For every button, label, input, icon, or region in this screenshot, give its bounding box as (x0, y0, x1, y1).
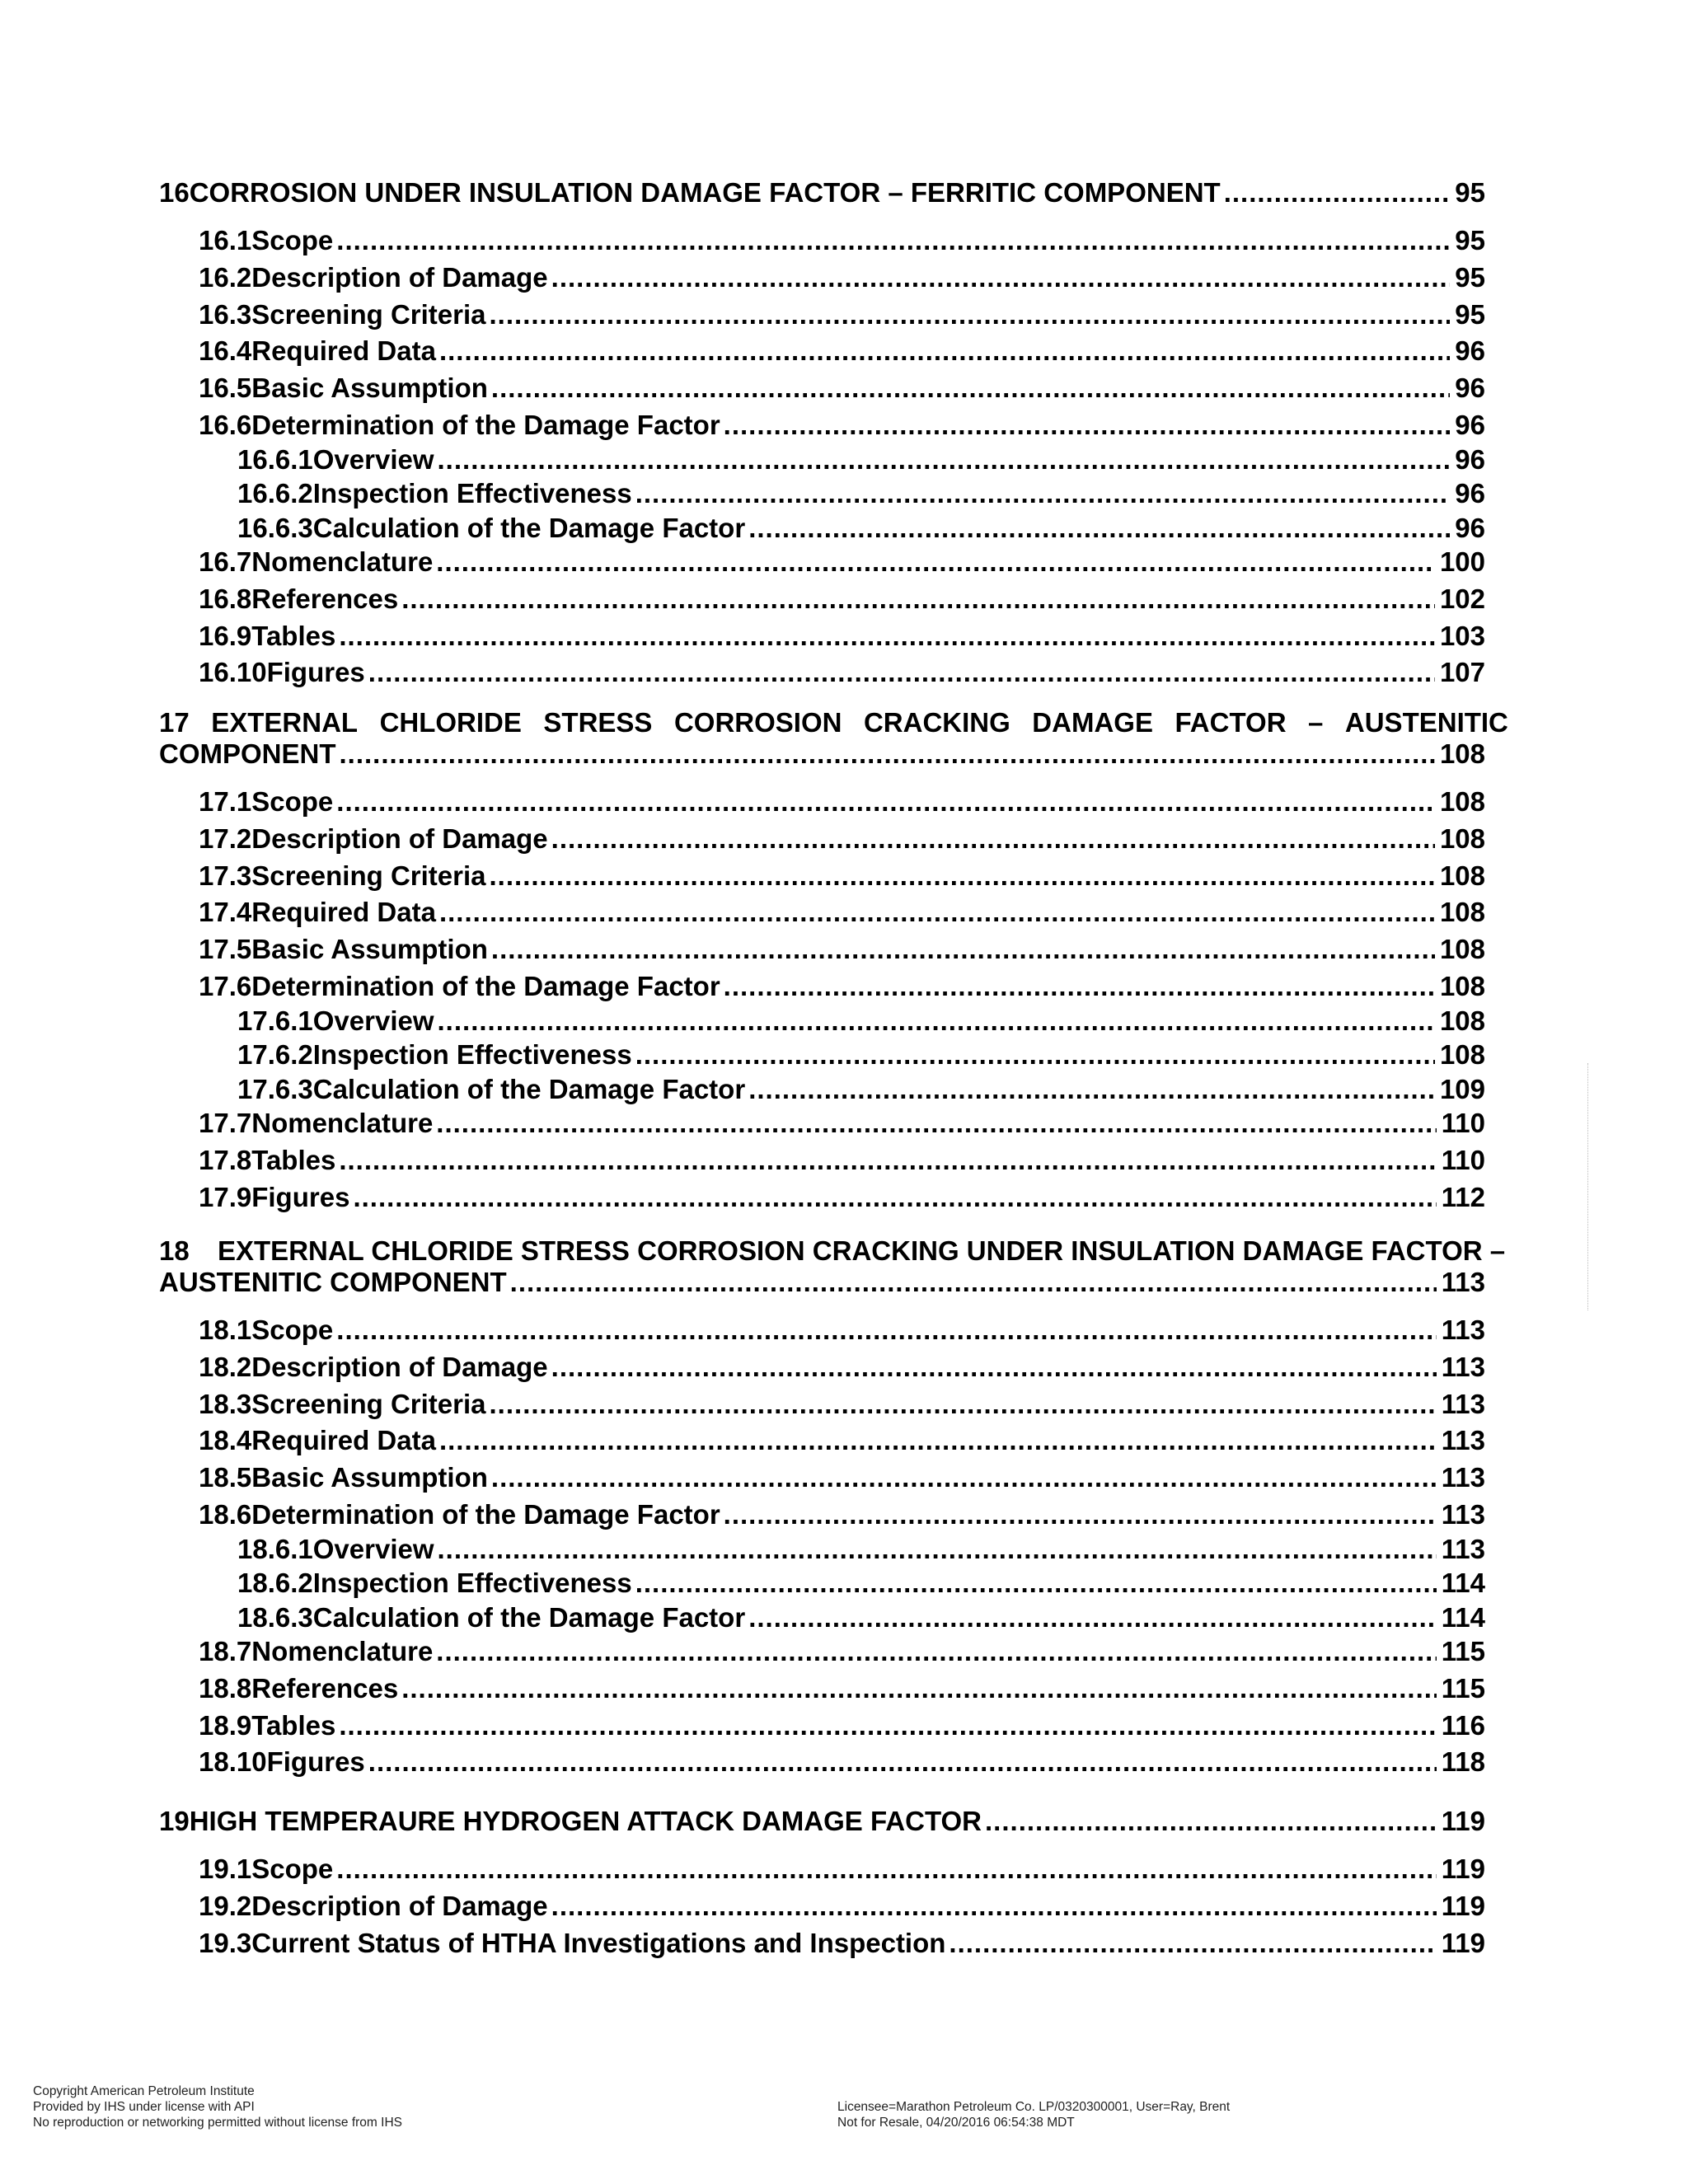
dot-leader (401, 1672, 1437, 1705)
entry-page: 96 (1455, 478, 1485, 509)
entry-page: 108 (1439, 823, 1485, 854)
dot-leader (339, 620, 1435, 653)
entry-title: Screening Criteria (251, 860, 486, 891)
dot-leader (724, 409, 1451, 442)
heading-word: AUSTENITIC (1344, 707, 1508, 738)
dot-leader (439, 1424, 1437, 1457)
dot-leader (551, 823, 1435, 855)
entry-page: 103 (1439, 620, 1485, 651)
dot-leader (1224, 176, 1451, 209)
entry-title: Scope (251, 1315, 334, 1345)
dot-leader (510, 1266, 1437, 1299)
toc-subsubsection-entry (237, 512, 1485, 545)
entry-title: Inspection Effectiveness (312, 1039, 632, 1070)
entry-number: 17.3 (199, 860, 252, 891)
toc-section-entry (199, 860, 1485, 893)
toc-section-entry (199, 1709, 1485, 1742)
entry-title: Basic Assumption (251, 1462, 488, 1493)
toc-section-entry (199, 335, 1485, 368)
entry-number: 18.6 (199, 1499, 252, 1530)
dot-leader (635, 1038, 1435, 1071)
toc-section-entry (199, 1144, 1485, 1177)
toc-section-entry (199, 1424, 1485, 1457)
entry-number: 18.7 (199, 1636, 252, 1666)
entry-title: Figures (266, 657, 365, 688)
toc-section-entry (199, 785, 1485, 818)
entry-title: Description of Damage (251, 1351, 548, 1382)
entry-page: 96 (1455, 410, 1485, 440)
toc-section-entry (199, 620, 1485, 653)
dot-leader (339, 1144, 1436, 1177)
entry-page: 113 (1441, 1351, 1485, 1382)
entry-page: 112 (1441, 1181, 1485, 1212)
entry-title: Determination of the Damage Factor (251, 1499, 720, 1530)
dot-leader (353, 1181, 1436, 1214)
entry-page: 113 (1441, 1462, 1485, 1493)
dot-leader (491, 933, 1435, 966)
entry-page: 95 (1455, 261, 1485, 293)
entry-title: Tables (251, 1144, 336, 1175)
dot-leader (436, 1635, 1436, 1668)
entry-number: 18 (159, 1235, 190, 1266)
toc-chapter-19 (159, 1805, 1485, 1838)
dot-leader (748, 1073, 1435, 1106)
entry-page: 96 (1455, 443, 1485, 475)
toc-chapter-18-line1 (159, 1235, 1505, 1268)
entry-page: 113 (1441, 1533, 1485, 1564)
toc-section-entry (199, 933, 1485, 966)
entry-number: 16.4 (199, 335, 252, 367)
toc-section-entry (199, 970, 1485, 1003)
toc-section-entry (199, 1635, 1485, 1668)
entry-number: 17.6 (199, 971, 252, 1001)
toc-subsubsection-entry (237, 1601, 1485, 1634)
entry-page: 108 (1439, 786, 1485, 817)
entry-title: Calculation of the Damage Factor (312, 512, 746, 543)
entry-page: 115 (1441, 1672, 1485, 1704)
heading-word: – (1308, 707, 1324, 738)
entry-page: 102 (1439, 583, 1485, 614)
entry-title: Overview (312, 443, 434, 475)
entry-number: 17.8 (199, 1144, 252, 1175)
entry-number: 16.7 (199, 546, 252, 577)
toc-section-entry (199, 1461, 1485, 1494)
toc-subsubsection-entry (237, 1567, 1485, 1600)
toc-section-entry (199, 298, 1485, 331)
entry-number: 18.4 (199, 1425, 252, 1456)
toc-section-entry (199, 896, 1485, 929)
entry-number: 19.3 (199, 1927, 252, 1958)
dot-leader (438, 1005, 1435, 1038)
entry-number: 18.5 (199, 1462, 252, 1493)
entry-title: Inspection Effectiveness (312, 478, 632, 509)
entry-number: 17 (159, 707, 190, 738)
toc-section-entry (199, 583, 1485, 616)
toc-section-entry (199, 1890, 1485, 1923)
entry-title: Screening Criteria (251, 298, 486, 330)
entry-number: 19.2 (199, 1890, 252, 1921)
entry-number: 18.9 (199, 1709, 252, 1741)
toc-section-entry (199, 1314, 1485, 1347)
entry-page: 108 (1439, 1005, 1485, 1036)
entry-page: 96 (1455, 512, 1485, 543)
entry-page: 113 (1441, 1499, 1485, 1530)
entry-page: 100 (1439, 546, 1485, 577)
entry-number: 16.10 (199, 657, 267, 688)
footer-line: Provided by IHS under license with API (33, 2100, 255, 2114)
footer-line: No reproduction or networking permitted without license from IHS (33, 2116, 402, 2130)
entry-title: Figures (266, 1746, 365, 1778)
entry-page: 119 (1441, 1854, 1485, 1884)
toc-section-entry (199, 656, 1485, 689)
entry-page: 110 (1441, 1108, 1485, 1138)
heading-word: CHLORIDE (379, 707, 522, 738)
entry-page: 108 (1439, 1039, 1485, 1070)
heading-word: CORROSION (673, 707, 842, 738)
entry-page: 114 (1441, 1601, 1485, 1633)
entry-page: 113 (1441, 1425, 1485, 1456)
toc-chapter-17-line2 (159, 738, 1485, 771)
entry-title: EXTERNAL CHLORIDE STRESS CORROSION CRACKING UNDER INSULATION DAMAGE FACTOR – (218, 1235, 1506, 1266)
entry-title: Screening Criteria (251, 1388, 486, 1419)
entry-number: 18.2 (199, 1351, 252, 1382)
toc-section-entry (199, 1927, 1485, 1960)
entry-title: Nomenclature (251, 1636, 434, 1666)
entry-number: 16.9 (199, 620, 252, 651)
entry-title: Current Status of HTHA Investigations and Inspection (251, 1927, 946, 1958)
entry-number: 19.1 (199, 1854, 252, 1884)
toc-chapter-16 (159, 176, 1485, 209)
toc-subsubsection-entry (237, 443, 1485, 476)
entry-number: 18.6.2 (237, 1568, 313, 1598)
dot-leader (336, 1853, 1436, 1886)
dot-leader (724, 1498, 1437, 1531)
entry-number: 17.6.1 (237, 1005, 313, 1036)
entry-number: 16.5 (199, 373, 252, 404)
toc-section-entry (199, 261, 1485, 294)
entry-title: Inspection Effectiveness (312, 1568, 632, 1598)
entry-number: 18.10 (199, 1746, 267, 1778)
entry-title: Determination of the Damage Factor (251, 410, 720, 440)
entry-number: 16.3 (199, 298, 252, 330)
toc-section-entry (199, 1388, 1485, 1421)
toc-subsubsection-entry (237, 477, 1485, 510)
dot-leader (439, 896, 1435, 929)
entry-title: Required Data (251, 1425, 436, 1456)
toc-section-entry (199, 1351, 1485, 1384)
heading-word: STRESS (543, 707, 653, 738)
entry-page: 108 (1439, 934, 1485, 965)
entry-title: Tables (251, 620, 336, 651)
dot-leader (401, 583, 1435, 616)
toc-subsubsection-entry (237, 1038, 1485, 1071)
toc-section-entry (199, 1181, 1485, 1214)
entry-page: 95 (1455, 298, 1485, 330)
entry-title: Calculation of the Damage Factor (312, 1073, 746, 1104)
toc-chapter-17-line1 (159, 706, 1508, 739)
dot-leader (490, 1388, 1437, 1421)
toc-section-entry (199, 409, 1485, 442)
entry-title: Scope (251, 786, 334, 817)
toc-subsubsection-entry (237, 1005, 1485, 1038)
entry-title: Basic Assumption (251, 373, 488, 404)
dot-leader (491, 372, 1450, 405)
heading-word: FACTOR (1175, 707, 1287, 738)
entry-number: 16.6 (199, 410, 252, 440)
entry-page: 96 (1455, 373, 1485, 404)
entry-number: 18.1 (199, 1315, 252, 1345)
dot-leader (491, 1461, 1437, 1494)
entry-page: 113 (1441, 1388, 1485, 1419)
entry-number: 16.6.2 (237, 478, 313, 509)
toc-subsubsection-entry (237, 1533, 1485, 1566)
entry-title: Overview (312, 1533, 434, 1564)
entry-page: 119 (1441, 1890, 1485, 1921)
entry-page: 118 (1441, 1746, 1485, 1778)
entry-page: 115 (1441, 1636, 1485, 1666)
dot-leader (340, 738, 1435, 771)
entry-number: 17.7 (199, 1108, 252, 1138)
entry-title: Scope (251, 225, 334, 255)
entry-title: Nomenclature (251, 1108, 434, 1138)
entry-page: 119 (1441, 1806, 1485, 1836)
entry-page: 108 (1439, 738, 1485, 769)
entry-number: 18.6.1 (237, 1533, 313, 1564)
footer-line: Licensee=Marathon Petroleum Co. LP/0320300001, User=Ray, Brent (837, 2100, 1231, 2114)
dot-leader (436, 546, 1435, 579)
dot-leader (985, 1805, 1437, 1838)
entry-page: 96 (1455, 335, 1485, 367)
dot-leader (339, 1709, 1436, 1742)
entry-page: 110 (1441, 1144, 1485, 1175)
entry-title: Description of Damage (251, 261, 548, 293)
dot-leader (439, 335, 1450, 368)
entry-page: 95 (1455, 225, 1485, 255)
toc-section-entry (199, 1107, 1485, 1140)
entry-number: 17.6.2 (237, 1039, 313, 1070)
heading-word: CRACKING (863, 707, 1010, 738)
heading-word: EXTERNAL (211, 707, 359, 738)
dot-leader (336, 224, 1450, 257)
toc-section-entry (199, 1853, 1485, 1886)
entry-title: COMPONENT (159, 738, 336, 769)
entry-page: 107 (1439, 657, 1485, 688)
entry-page: 109 (1439, 1073, 1485, 1104)
dot-leader (949, 1927, 1436, 1960)
dot-leader (490, 298, 1451, 331)
dot-leader (748, 1601, 1437, 1634)
entry-page: 108 (1439, 971, 1485, 1001)
toc-subsubsection-entry (237, 1073, 1485, 1106)
entry-page: 114 (1441, 1568, 1485, 1598)
entry-title: References (251, 583, 399, 614)
entry-number: 16.2 (199, 261, 252, 293)
entry-page: 113 (1441, 1315, 1485, 1345)
dot-leader (438, 1533, 1437, 1566)
side-stamp (1587, 1063, 1592, 1310)
entry-page: 116 (1441, 1709, 1485, 1741)
entry-title: Calculation of the Damage Factor (312, 1601, 746, 1633)
entry-number: 17.9 (199, 1181, 252, 1212)
dot-leader (724, 970, 1435, 1003)
dot-leader (336, 785, 1435, 818)
dot-leader (635, 1567, 1437, 1600)
dot-leader (436, 1107, 1436, 1140)
entry-title: HIGH TEMPERAURE HYDROGEN ATTACK DAMAGE FACTOR (189, 1806, 982, 1836)
entry-title: AUSTENITIC COMPONENT (159, 1267, 507, 1297)
entry-title: Nomenclature (251, 546, 434, 577)
entry-title: Basic Assumption (251, 934, 488, 965)
dot-leader (551, 1890, 1437, 1923)
entry-title: Scope (251, 1854, 334, 1884)
entry-number: 19 (159, 1806, 190, 1836)
dot-leader (336, 1314, 1436, 1347)
toc-section-entry (199, 1498, 1485, 1531)
entry-number: 17.2 (199, 823, 252, 854)
toc-section-entry (199, 1746, 1485, 1779)
entry-title: Determination of the Damage Factor (251, 971, 720, 1001)
entry-number: 16 (159, 177, 190, 208)
entry-title: Tables (251, 1709, 336, 1741)
toc-section-entry (199, 1672, 1485, 1705)
entry-number: 16.8 (199, 583, 252, 614)
heading-word: DAMAGE (1032, 707, 1153, 738)
entry-page: 119 (1441, 1927, 1485, 1958)
dot-leader (635, 477, 1451, 510)
toc-section-entry (199, 546, 1485, 579)
dot-leader (551, 261, 1451, 294)
entry-number: 16.6.3 (237, 512, 313, 543)
entry-title: References (251, 1672, 399, 1704)
entry-title: Description of Damage (251, 823, 548, 854)
entry-number: 17.1 (199, 786, 252, 817)
entry-number: 16.1 (199, 225, 252, 255)
entry-number: 18.8 (199, 1672, 252, 1704)
dot-leader (368, 656, 1435, 689)
entry-title: Description of Damage (251, 1890, 548, 1921)
dot-leader (368, 1746, 1437, 1779)
dot-leader (438, 443, 1451, 476)
entry-title: Figures (251, 1181, 350, 1212)
entry-number: 17.4 (199, 897, 252, 928)
entry-page: 108 (1439, 860, 1485, 891)
entry-title: Required Data (251, 897, 436, 928)
entry-title: Overview (312, 1005, 434, 1036)
footer-license (837, 2099, 1230, 2130)
footer-line: Not for Resale, 04/20/2016 06:54:38 MDT (837, 2116, 1075, 2130)
dot-leader (748, 512, 1450, 545)
entry-number: 16.6.1 (237, 443, 313, 475)
toc-section-entry (199, 823, 1485, 855)
entry-page: 108 (1439, 897, 1485, 928)
entry-number: 18.3 (199, 1388, 252, 1419)
entry-title: Required Data (251, 335, 436, 367)
entry-number: 17.6.3 (237, 1073, 313, 1104)
footer-line: Copyright American Petroleum Institute (33, 2084, 255, 2098)
entry-number: 17.5 (199, 934, 252, 965)
entry-page: 113 (1441, 1267, 1485, 1297)
toc-section-entry (199, 224, 1485, 257)
entry-title: CORROSION UNDER INSULATION DAMAGE FACTOR – FERRITIC COMPONENT (189, 177, 1221, 208)
toc-chapter-18-line2 (159, 1266, 1485, 1299)
dot-leader (551, 1351, 1437, 1384)
toc-section-entry (199, 372, 1485, 405)
entry-page: 95 (1455, 177, 1485, 208)
footer-copyright (33, 2083, 402, 2130)
dot-leader (490, 860, 1435, 893)
entry-number: 18.6.3 (237, 1601, 313, 1633)
